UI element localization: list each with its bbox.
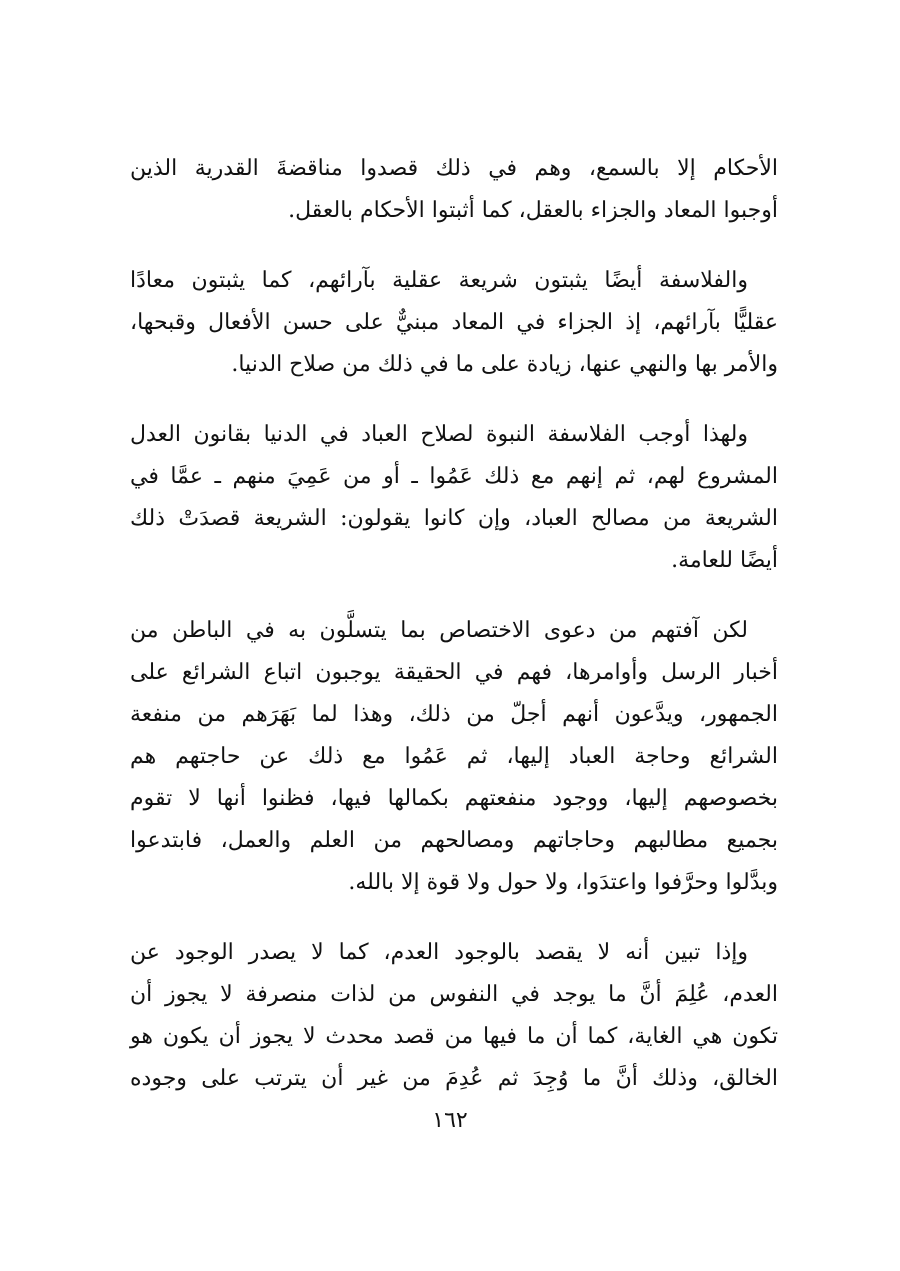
paragraph-4: [130, 610, 778, 904]
text-line: الشرائع وحاجة العباد إليها، ثم عَمُوا مع ذلك عن حاجتهم هم: [130, 744, 778, 769]
text-line: وبدَّلوا وحرَّفوا واعتدَوا، ولا حول ولا قوة إلا بالله.: [348, 870, 778, 895]
text-line: أخبار الرسل وأوامرها، فهم في الحقيقة يوجبون اتباع الشرائع على: [130, 660, 778, 685]
text-line: العدم، عُلِمَ أنَّ ما يوجد في النفوس من لذات منصرفة لا يجوز أن: [130, 982, 778, 1007]
text-line: تكون هي الغاية، كما أن ما فيها من قصد محدث لا يجوز أن يكون هو: [130, 1024, 778, 1049]
text-line: وإذا تبين أنه لا يقصد بالوجود العدم، كما لا يصدر الوجود عن: [130, 940, 748, 965]
text-line: والأمر بها والنهي عنها، زيادة على ما في ذلك من صلاح الدنيا.: [231, 352, 778, 377]
text-line: والفلاسفة أيضًا يثبتون شريعة عقلية بآرائهم، كما يثبتون معادًا: [130, 268, 748, 293]
text-line: أوجبوا المعاد والجزاء بالعقل، كما أثبتوا الأحكام بالعقل.: [288, 198, 778, 223]
page-text-body: [130, 148, 778, 1128]
text-line: ولهذا أوجب الفلاسفة النبوة لصلاح العباد في الدنيا بقانون العدل: [130, 422, 748, 447]
paragraph-3: [130, 414, 778, 582]
text-line: أيضًا للعامة.: [671, 548, 778, 573]
paragraph-5: [130, 932, 778, 1100]
text-line: الجمهور، ويدَّعون أنهم أجلّ من ذلك، وهذا لما بَهَرَهم من منفعة: [130, 702, 778, 727]
page-number: ١٦٢: [432, 1108, 468, 1133]
paragraph-2: [130, 260, 778, 386]
text-line: الأحكام إلا بالسمع، وهم في ذلك قصدوا مناقضةَ القدرية الذين: [130, 156, 779, 181]
text-line: لكن آفتهم من دعوى الاختصاص بما يتسلَّون به في الباطن من: [130, 618, 748, 643]
paragraph-1: [130, 148, 778, 232]
text-line: بخصوصهم إليها، ووجود منفعتهم بكمالها فيها، فظنوا أنها لا تقوم: [130, 786, 778, 811]
text-line: الشريعة من مصالح العباد، وإن كانوا يقولون: الشريعة قصدَتْ ذلك: [130, 506, 778, 531]
text-line: عقليًّا بآرائهم، إذ الجزاء في المعاد مبنيٌّ على حسن الأفعال وقبحها،: [130, 310, 778, 335]
text-line: المشروع لهم، ثم إنهم مع ذلك عَمُوا ـ أو من عَمِيَ منهم ـ عمَّا في: [130, 464, 778, 489]
text-line: الخالق، وذلك أنَّ ما وُجِدَ ثم عُدِمَ من غير أن يترتب على وجوده: [130, 1066, 778, 1091]
text-line: بجميع مطالبهم وحاجاتهم ومصالحهم من العلم والعمل، فابتدعوا: [130, 828, 778, 853]
